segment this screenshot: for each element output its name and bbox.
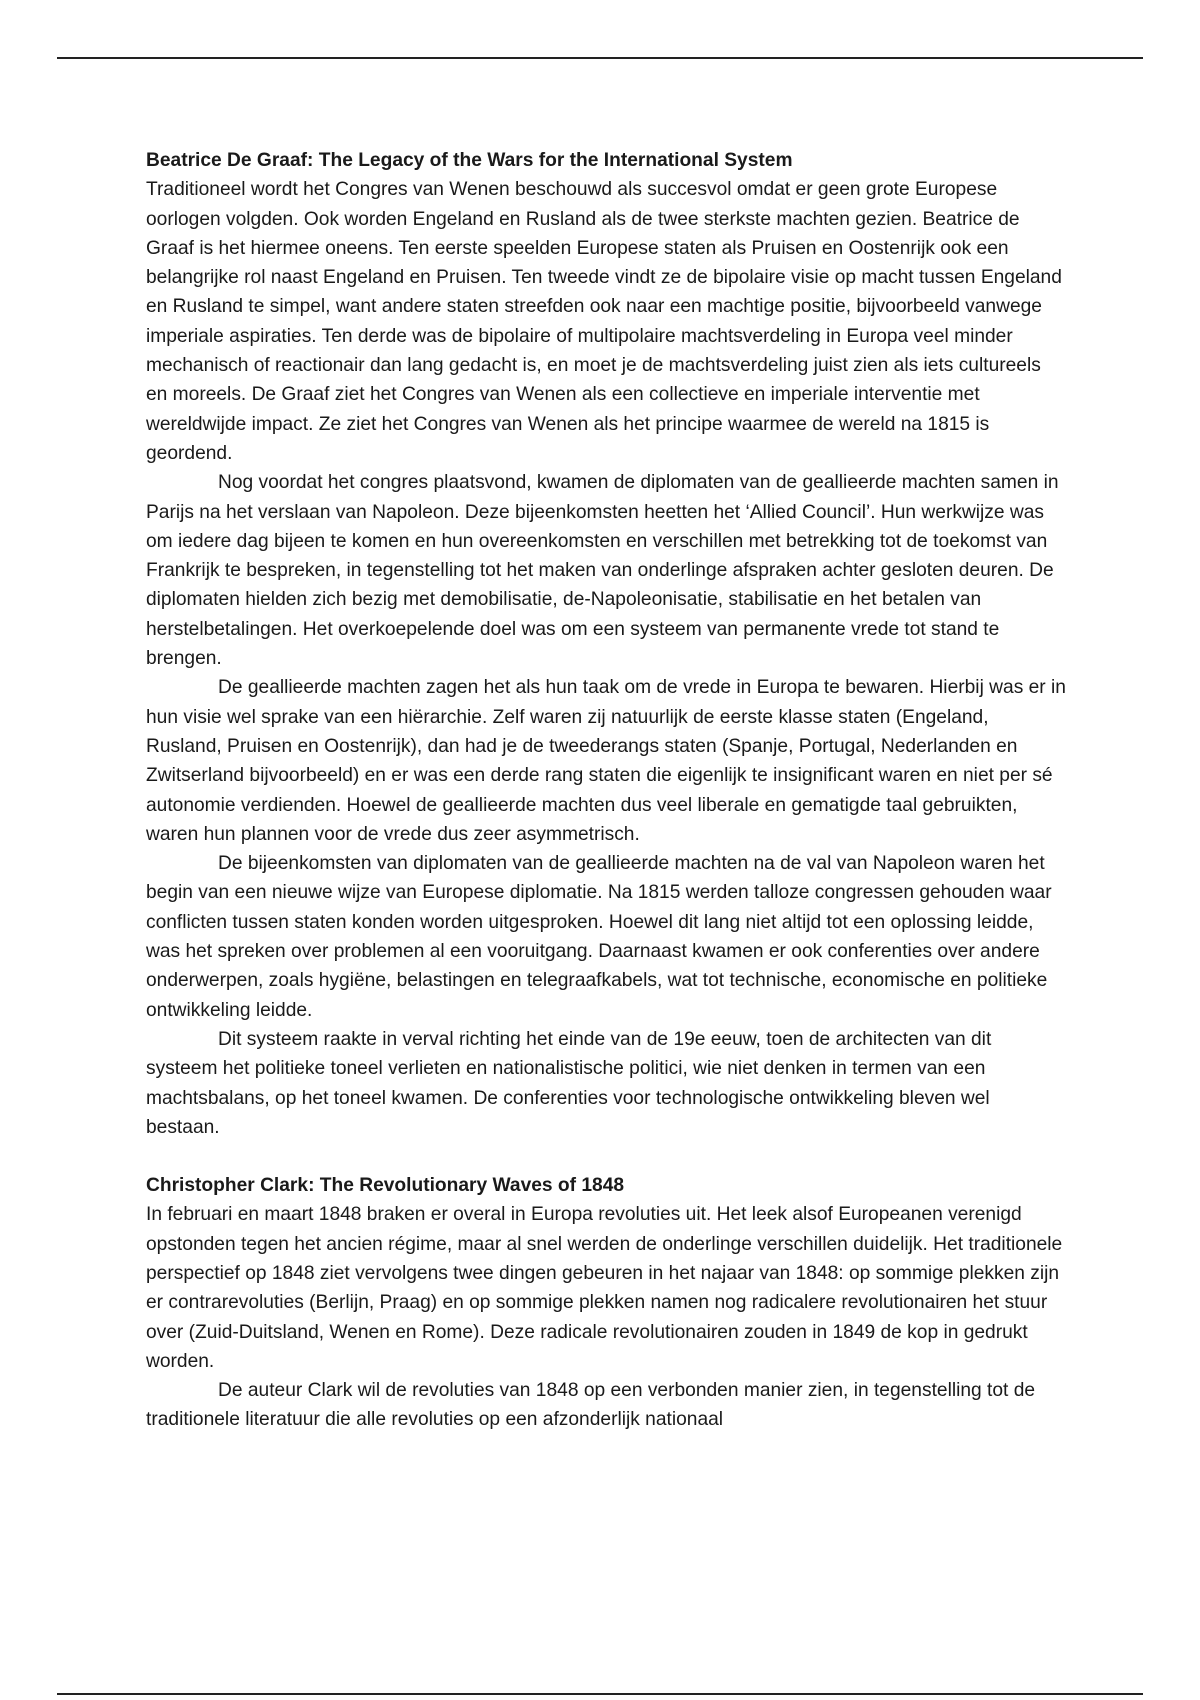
section-de-graaf bbox=[146, 146, 1066, 1142]
paragraph: Traditioneel wordt het Congres van Wenen beschouwd als succesvol omdat er geen grote Europese oorlogen volgden. Ook worden Engeland en Rusland als de twee sterkste machten gezien. Beatrice de Graaf is het hiermee oneens. Ten eerste speelden Europese staten als Pruisen en Oostenrijk ook een belangrijke rol naast Engeland en Pruisen. Ten tweede vindt ze de bipolaire visie op macht tussen Engeland en Rusland te simpel, want andere staten streefden ook naar een machtige positie, bijvoorbeeld vanwege imperiale aspiraties. Ten derde was de bipolaire of multipolaire machtsverdeling in Europa veel minder mechanisch of reactionair dan lang gedacht is, en moet je de machtsverdeling juist zien als iets cultureels en moreels. De Graaf ziet het Congres van Wenen als een collectieve en imperiale interventie met wereldwijde impact. Ze ziet het Congres van Wenen als het principe waarmee de wereld na 1815 is geordend. bbox=[146, 179, 1062, 464]
bottom-rule bbox=[57, 1693, 1143, 1695]
section-heading: Christopher Clark: The Revolutionary Waves of 1848 bbox=[146, 1175, 625, 1197]
paragraph: De bijeenkomsten van diplomaten van de geallieerde machten na de val van Napoleon waren het begin van een nieuwe wijze van Europese diplomatie. Na 1815 werden talloze congressen gehouden waar conflicten tussen staten konden worden uitgesproken. Hoewel dit lang niet altijd tot een oplossing leidde, was het spreken over problemen al een vooruitgang. Daarnaast kwamen er ook conferenties over andere onderwerpen, zoals hygiëne, belastingen en telegraafkabels, wat tot technische, economische en politieke ontwikkeling leidde. bbox=[146, 853, 1052, 1021]
document-body bbox=[146, 146, 1066, 1435]
paragraph: In februari en maart 1848 braken er overal in Europa revoluties uit. Het leek alsof Europeanen verenigd opstonden tegen het ancien régime, maar al snel werden de onderlinge verschillen duidelijk. Het traditionele perspectief op 1848 ziet vervolgens twee dingen gebeuren in het najaar van 1848: op sommige plekken zijn er contrarevoluties (Berlijn, Praag) en op sommige plekken namen nog radicalere revolutionairen het stuur over (Zuid-Duitsland, Wenen en Rome). Deze radicale revolutionairen zouden in 1849 de kop in gedrukt worden. bbox=[146, 1204, 1063, 1372]
section-clark bbox=[146, 1171, 1066, 1435]
top-rule bbox=[57, 57, 1143, 59]
paragraph: De auteur Clark wil de revoluties van 1848 op een verbonden manier zien, in tegenstelling tot de traditionele literatuur die alle revoluties op een afzonderlijk nationaal bbox=[146, 1380, 1036, 1431]
section-heading: Beatrice De Graaf: The Legacy of the Wars for the International System bbox=[146, 150, 793, 171]
paragraph: Nog voordat het congres plaatsvond, kwamen de diplomaten van de geallieerde machten samen in Parijs na het verslaan van Napoleon. Deze bijeenkomsten heetten het ‘Allied Council’. Hun werkwijze was om iedere dag bijeen te komen en hun overeenkomsten en verschillen met betrekking tot de toekomst van Frankrijk te bespreken, in tegenstelling tot het maken van onderlinge afspraken achter gesloten deuren. De diplomaten hielden zich bezig met demobilisatie, de-Napoleonisatie, stabilisatie en het betalen van herstelbetalingen. Het overkoepelende doel was om een systeem van permanente vrede tot stand te brengen. bbox=[146, 472, 1059, 670]
paragraph: Dit systeem raakte in verval richting het einde van de 19e eeuw, toen de architecten van dit systeem het politieke toneel verlieten en nationalistische politici, wie niet denken in termen van een machtsbalans, op het toneel kwamen. De conferenties voor technologische ontwikkeling bleven wel bestaan. bbox=[146, 1028, 992, 1138]
paragraph: De geallieerde machten zagen het als hun taak om de vrede in Europa te bewaren. Hierbij was er in hun visie wel sprake van een hiërarchie. Zelf waren zij natuurlijk de eerste klasse staten (Engeland, Rusland, Pruisen en Oostenrijk), dan had je de tweederangs staten (Spanje, Portugal, Nederlanden en Zwitserland bijvoorbeeld) en er was een derde rang staten die eigenlijk te insignificant waren en niet per sé autonomie verdienden. Hoewel de geallieerde machten dus veel liberale en gematigde taal gebruikten, waren hun plannen voor de vrede dus zeer asymmetrisch. bbox=[146, 677, 1066, 845]
section-spacer bbox=[146, 1142, 1066, 1171]
